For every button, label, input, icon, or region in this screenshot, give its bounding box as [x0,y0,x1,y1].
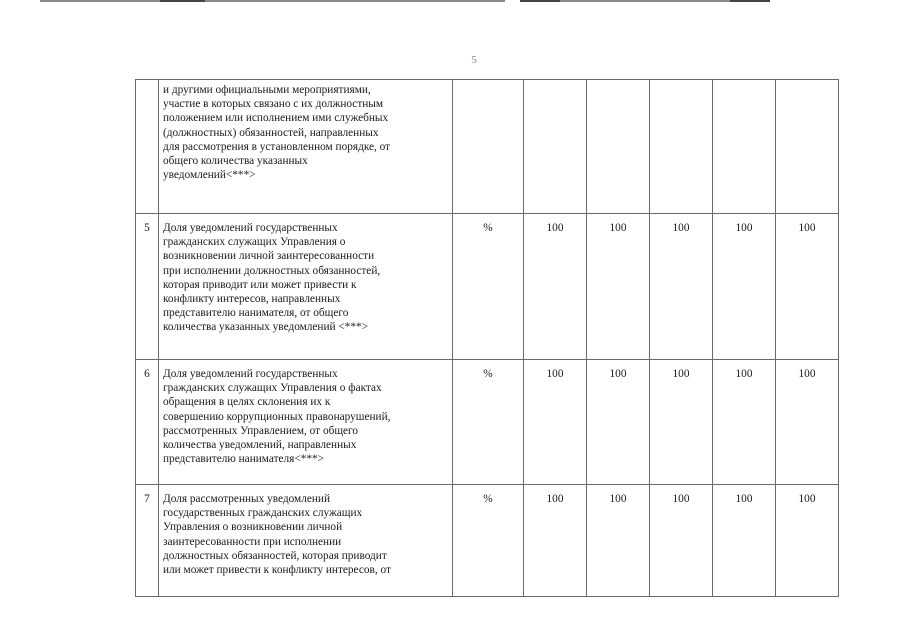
value-cell [650,80,713,214]
value-cell [713,80,776,214]
row-number: 5 [136,214,159,360]
table-row [136,485,839,597]
unit-cell: % [453,360,524,485]
value-cell: 100 [713,214,776,360]
value-cell: 100 [776,485,839,597]
value-cell: 100 [713,485,776,597]
indicator-description: Доля уведомлений государственных гражданских служащих Управления о фактах обращения в целях склонения их к совершению коррупционных правонарушений, рассмотренных Управлением, от общего количества уведомлений, направленных представителю нанимателя<***> [159,360,453,485]
page-number: 5 [471,54,477,66]
top-edge-mark [560,0,730,2]
value-cell: 100 [650,214,713,360]
table-row [136,360,839,485]
value-cell: 100 [524,214,587,360]
row-number: 6 [136,360,159,485]
unit-cell: % [453,485,524,597]
row-number [136,80,159,214]
value-cell: 100 [650,485,713,597]
indicator-description: Доля уведомлений государственных гражданских служащих Управления о возникновении личной заинтересованности при исполнении должностных обязанностей, которая приводит или может привести к конфликту интересов, направленных представителю нанимателя, от общего количества указанных уведомлений <***> [159,214,453,360]
value-cell: 100 [587,214,650,360]
value-cell: 100 [524,485,587,597]
table-row [136,214,839,360]
top-edge-mark [730,0,770,2]
value-cell [587,80,650,214]
value-cell [776,80,839,214]
top-edge-mark [40,0,160,2]
top-edge-mark [520,0,560,2]
indicator-description: Доля рассмотренных уведомлений государственных гражданских служащих Управления о возникновении личной заинтересованности при исполнении должностных обязанностей, которая приводит или может привести к конфликту интересов, от [159,485,453,597]
value-cell: 100 [650,360,713,485]
top-edge-mark [205,0,505,2]
unit-cell [453,80,524,214]
indicator-description: и другими официальными мероприятиями, участие в которых связано с их должностным положением или исполнением ими служебных (должностных) обязанностей, направленных для рассмотрения в установленном порядке, от общего количества указанных уведомлений<***> [159,80,453,214]
value-cell: 100 [713,360,776,485]
table-row [136,80,839,214]
value-cell [524,80,587,214]
value-cell: 100 [524,360,587,485]
value-cell: 100 [776,214,839,360]
value-cell: 100 [587,360,650,485]
unit-cell: % [453,214,524,360]
top-edge-mark [160,0,205,2]
row-number: 7 [136,485,159,597]
indicators-table [135,79,839,597]
value-cell: 100 [587,485,650,597]
value-cell: 100 [776,360,839,485]
